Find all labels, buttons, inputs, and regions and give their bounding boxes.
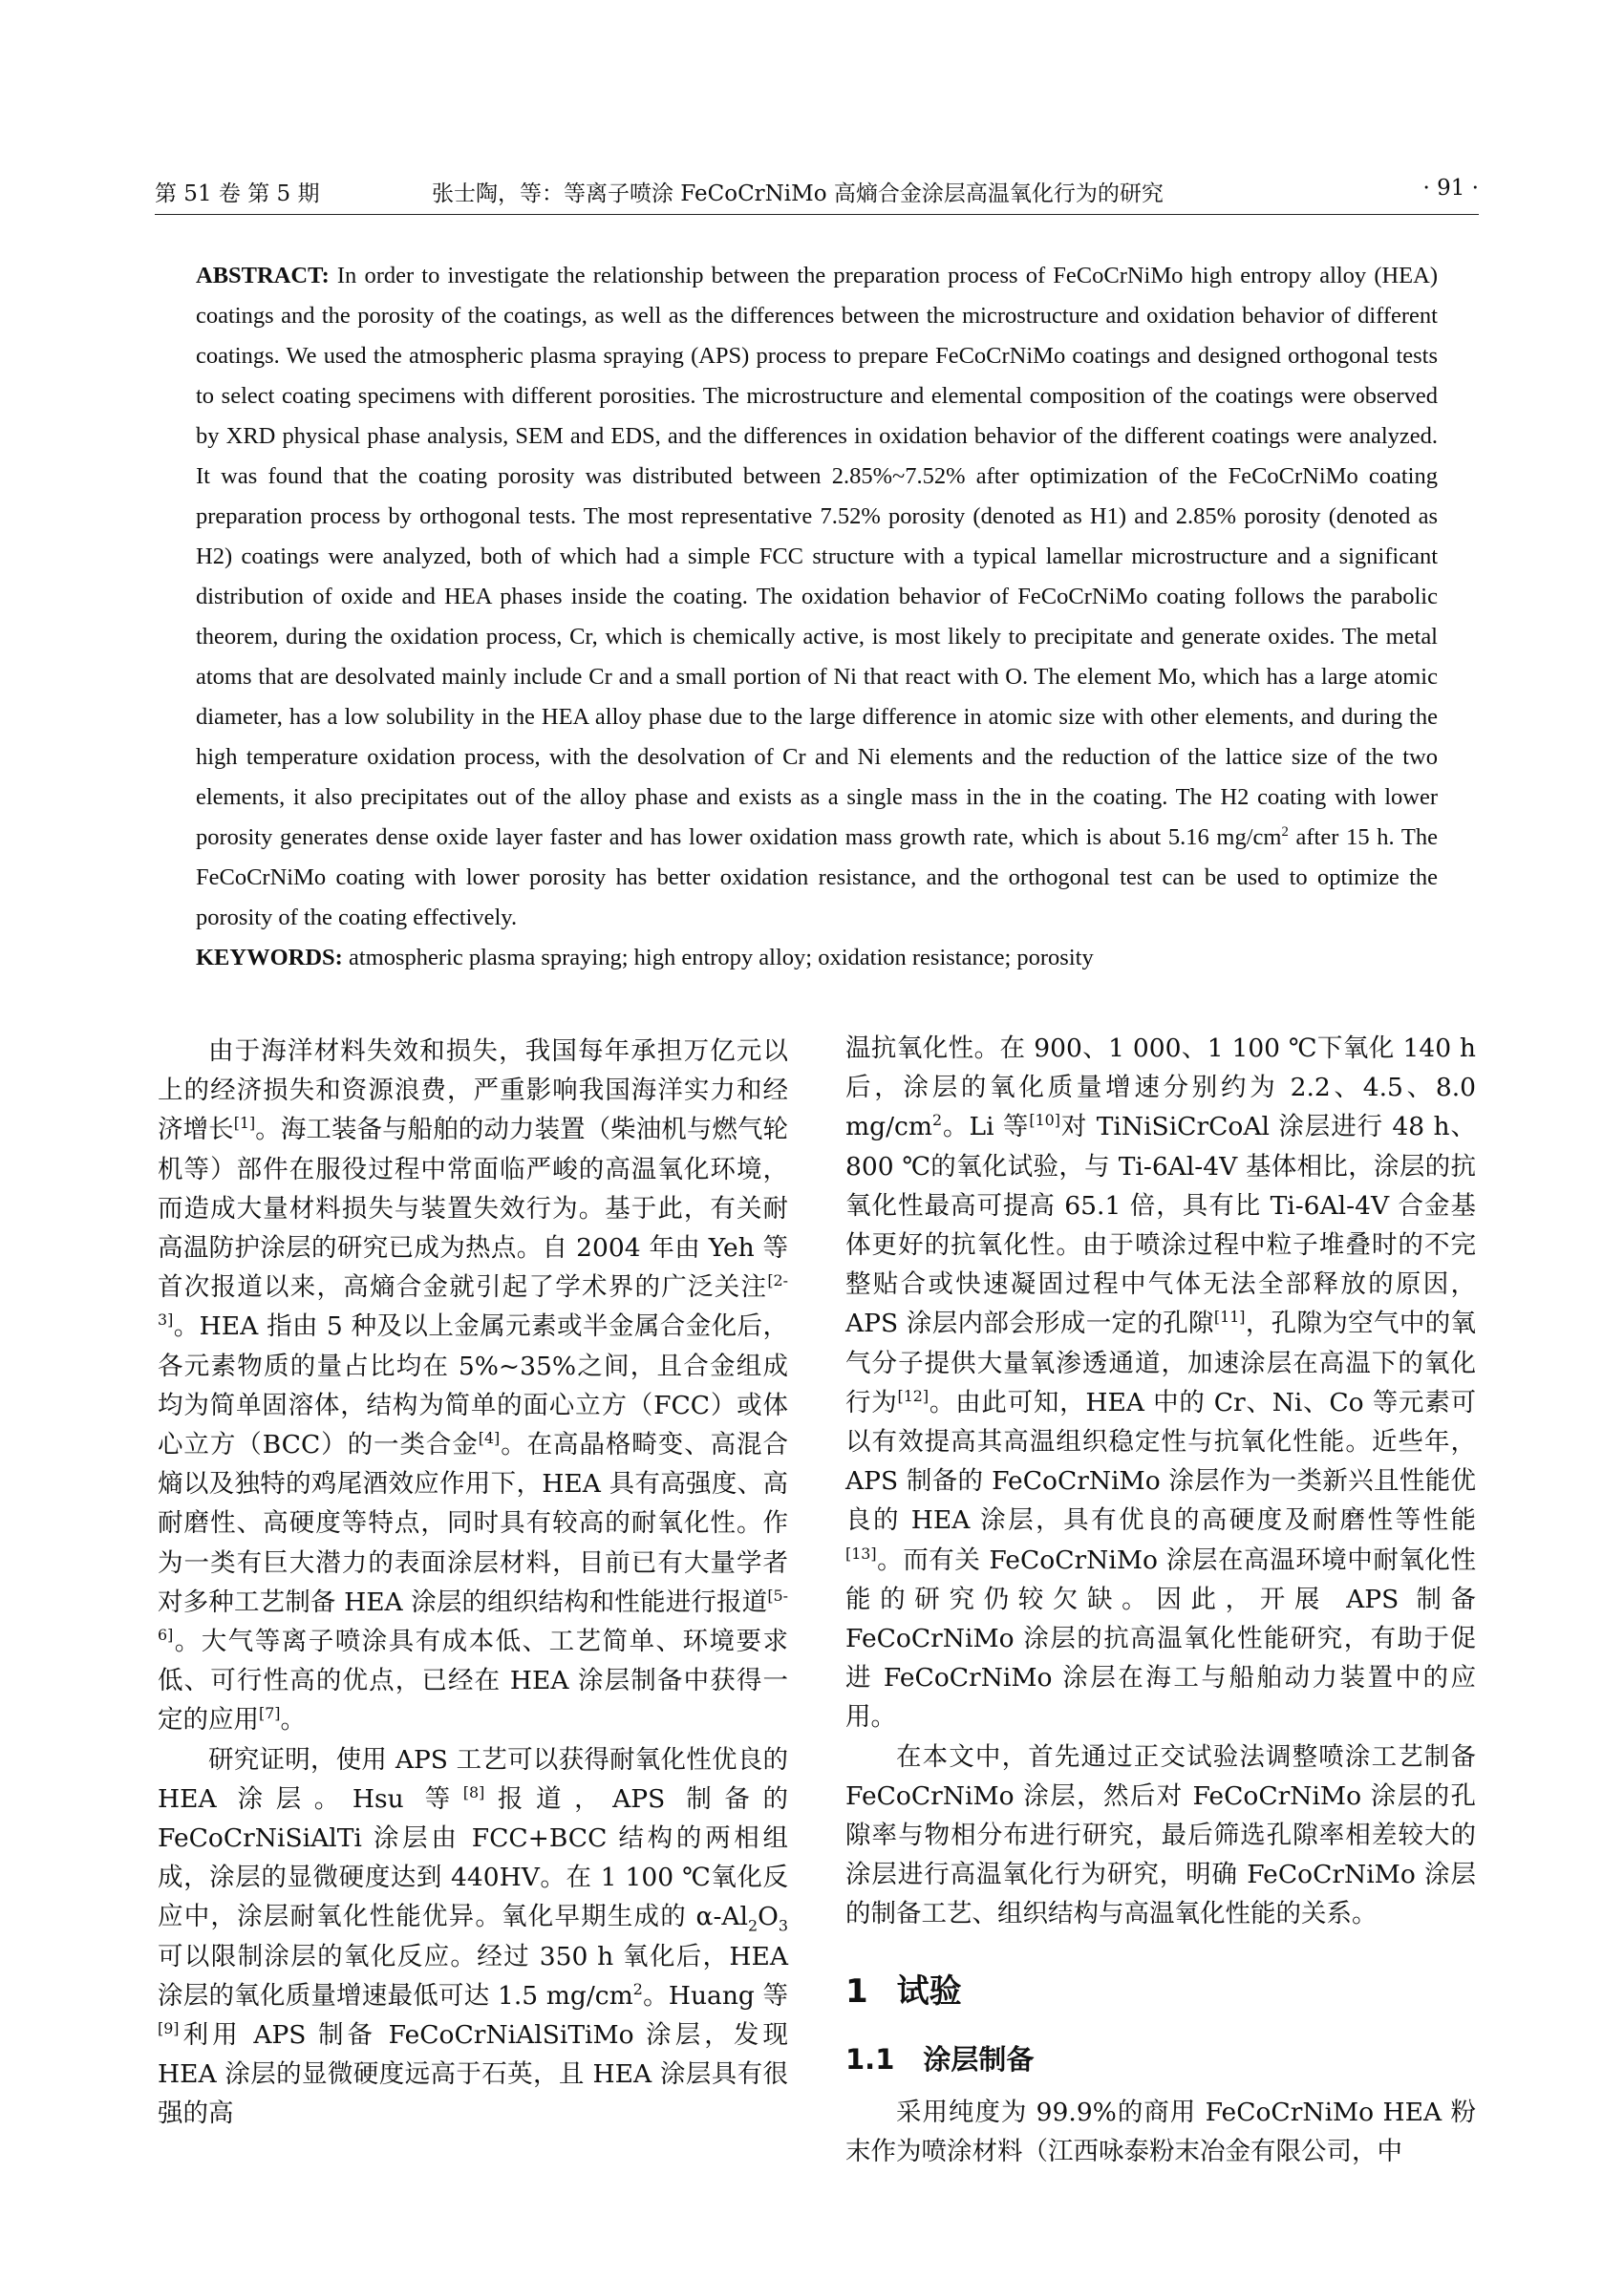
superscript: 2	[932, 1111, 943, 1130]
text-run: 。Li 等	[942, 1112, 1030, 1142]
intro-paragraph-2	[158, 1740, 788, 2134]
section-1-1-heading	[845, 2040, 1476, 2079]
text-run: 。由此可知，HEA 中的 Cr、Ni、Co 等元素可以有效提高其高温组织稳定性与抗氧化性能。近些年，APS 制备的 FeCoCrNiMo 涂层作为一类新兴且性能优良的 HEA 涂层，具有优良的高硬度及耐磨性等性能	[845, 1387, 1477, 1536]
abstract-text-end: after 15 h. The FeCoCrNiMo coating with lower porosity has better oxidation resistance, and the orthogonal test can be used to optimize the porosity of the coating effectively.	[196, 824, 1438, 930]
subscript: 2	[748, 1916, 759, 1935]
subscript: 3	[778, 1916, 788, 1935]
intro-paragraph-1	[158, 1032, 788, 1740]
citation-ref: [1]	[233, 1114, 256, 1133]
keywords-label: KEYWORDS:	[196, 945, 343, 970]
abstract-paragraph	[196, 256, 1438, 938]
running-header	[155, 172, 1479, 215]
citation-ref: [13]	[845, 1544, 877, 1563]
abstract-text: In order to investigate the relationship between the preparation process of FeCoCrNiMo high entropy alloy (HEA) coatings and the porosity of the coatings, as well as the differences between the microstructure and oxidation behavior of different coatings. We used the atmospheric plasma spraying (APS) process to prepare FeCoCrNiMo coatings and designed orthogonal tests to select coating specimens with different porosities. The microstructure and elemental composition of the coatings were observed by XRD physical phase analysis, SEM and EDS, and the differences in oxidation behavior of the different coatings were analyzed. It was found that the coating porosity was distributed between 2.85%~7.52% after optimization of the FeCoCrNiMo coating preparation process by orthogonal tests. The most representative 7.52% porosity (denoted as H1) and 2.85% porosity (denoted as H2) coatings were analyzed, both of which had a simple FCC structure with a typical lamellar microstructure and a significant distribution of oxide and HEA phases inside the coating. The oxidation behavior of FeCoCrNiMo coating follows the parabolic theorem, during the oxidation process, Cr, which is chemically active, is most likely to precipitate and generate oxides. The metal atoms that are desolvated mainly include Cr and a small portion of Ni that react with O. The element Mo, which has a large atomic diameter, has a low solubility in the HEA alloy phase due to the large difference in atomic size with other elements, and during the high temperature oxidation process, with the desolvation of Cr and Ni elements and the reduction of the lattice size of the two elements, it also precipitates out of the alloy phase and exists as a single mass in the in the coating. The H2 coating with lower porosity generates dense oxide layer faster and has lower oxidation mass growth rate, which is about 5.16 mg/cm	[196, 263, 1438, 850]
citation-ref: [10]	[1029, 1111, 1060, 1130]
intro-paragraph-3: 在本文中，首先通过正交试验法调整喷涂工艺制备 FeCoCrNiMo 涂层，然后对 FeCoCrNiMo 涂层的孔隙率与物相分布进行研究，最后筛选孔隙率相差较大的涂层进行高温氧化行为研究，明确 FeCoCrNiMo 涂层的制备工艺、组织结构与高温氧化性能的关系。	[845, 1741, 1476, 1929]
section-number: 1.1	[845, 2042, 895, 2076]
section-title: 涂层制备	[923, 2042, 1035, 2076]
citation-ref: [2-3]	[158, 1271, 788, 1330]
page-number: · 91 ·	[1422, 176, 1479, 201]
left-column	[158, 1032, 788, 2134]
citation-ref: [12]	[897, 1387, 930, 1405]
citation-ref: [5-6]	[158, 1587, 788, 1645]
text-run: 。而有关 FeCoCrNiMo 涂层在高温环境中耐氧化性能的研究仍较欠缺。因此，开展 APS 制备 FeCoCrNiMo 涂层的抗高温氧化性能研究，有助于促进 FeCoCrNiMo 涂层在海工与船舶动力装置中的应用。	[845, 1545, 1476, 1733]
text-run: 由于海洋材料失效和损失，我国每年承担万亿元以上的经济损失和资源浪费，严重影响我国海洋实力和经济增长	[158, 1036, 788, 1145]
english-abstract	[196, 256, 1438, 978]
text-run: 对 TiNiSiCrCoAl 涂层进行 48 h、800 ℃的氧化试验，与 Ti-6Al-4V 基体相比，涂层的抗氧化性最高可提高 65.1 倍，具有比 Ti-6Al-4V 合金基体更好的抗氧化性。由于喷涂过程中粒子堆叠时的不完整贴合或快速凝固过程中气体无法全部释放的原因，APS 涂层内部会形成一定的孔隙	[845, 1112, 1477, 1339]
text-run: 温抗氧化性。在 900、1 000、1 100 ℃下氧化 140 h 后，涂层的氧化质量增速分别约为 2.2、4.5、8.0 mg/cm	[845, 1033, 1476, 1142]
right-column	[845, 1029, 1476, 2171]
text-run: 。Huang 等	[642, 1980, 788, 2011]
keywords-text: atmospheric plasma spraying; high entropy alloy; oxidation resistance; porosity	[342, 945, 1094, 970]
section-1-heading	[845, 1972, 1476, 2012]
text-run: O	[758, 1902, 779, 1932]
citation-ref: [4]	[478, 1429, 501, 1448]
citation-ref: [7]	[259, 1704, 281, 1723]
text-run: 报道，APS 制备的 FeCoCrNiSiAlTi 涂层由 FCC+BCC 结构的两相组成，涂层的显微硬度达到 440HV。在 1 100 ℃氧化反应中，涂层耐氧化性能优异。氧化早期生成的 α-Al	[158, 1783, 788, 1932]
citation-ref: [9]	[158, 2019, 180, 2038]
text-run: 研究证明，使用 APS 工艺可以获得耐氧化性优良的 HEA 涂层。Hsu 等	[158, 1744, 788, 1814]
superscript: 2	[632, 1980, 643, 1999]
text-run: 可以限制涂层的氧化反应。经过 350 h 氧化后，HEA 涂层的氧化质量增速最低可达 1.5 mg/cm	[158, 1941, 788, 2011]
abstract-superscript: 2	[1281, 823, 1289, 840]
text-run: ，孔隙为空气中的氧气分子提供大量氧渗透通道，加速涂层在高温下的氧化行为	[845, 1309, 1477, 1417]
keywords-paragraph	[196, 938, 1438, 978]
intro-paragraph-2-continued	[845, 1029, 1476, 1737]
text-run: 。HEA 指由 5 种及以上金属元素或半金属合金化后，各元素物质的量占比均在 5%~35%之间，且合金组成均为简单固溶体，结构为简单的面心立方（FCC）或体心立方（BCC）的一类合金	[158, 1311, 788, 1460]
citation-ref: [11]	[1213, 1308, 1246, 1327]
text-run: 。在高晶格畸变、高混合熵以及独特的鸡尾酒效应作用下，HEA 具有高强度、高耐磨性、高硬度等特点，同时具有较高的耐氧化性。作为一类有巨大潜力的表面涂层材料，目前已有大量学者对多种工艺制备 HEA 涂层的组织结构和性能进行报道	[158, 1430, 788, 1617]
abstract-label: ABSTRACT:	[196, 263, 330, 288]
text-run: 。	[280, 1705, 307, 1736]
citation-ref: [8]	[462, 1783, 485, 1802]
text-run: 利用 APS 制备 FeCoCrNiAlSiTiMo 涂层，发现 HEA 涂层的显微硬度远高于石英，且 HEA 涂层具有很强的高	[158, 2020, 788, 2129]
running-title: 张士陶，等：等离子喷涂 FeCoCrNiMo 高熵合金涂层高温氧化行为的研究	[432, 181, 1164, 206]
section-number: 1	[845, 1971, 868, 2011]
text-run: 。海工装备与船舶的动力装置（柴油机与燃气轮机等）部件在服役过程中常面临严峻的高温氧化环境，而造成大量材料损失与装置失效行为。基于此，有关耐高温防护涂层的研究已成为热点。自 2004 年由 Yeh 等首次报道以来，高熵合金就引起了学术界的广泛关注	[158, 1115, 789, 1303]
section-title: 试验	[896, 1971, 962, 2011]
journal-volume-issue: 第 51 卷 第 5 期	[155, 181, 320, 206]
text-run: 。大气等离子喷涂具有成本低、工艺简单、环境要求低、可行性高的优点，已经在 HEA 涂层制备中获得一定的应用	[158, 1627, 788, 1736]
method-paragraph-1: 采用纯度为 99.9%的商用 FeCoCrNiMo HEA 粉末作为喷涂材料（江西咏泰粉末冶金有限公司，中	[845, 2098, 1476, 2167]
